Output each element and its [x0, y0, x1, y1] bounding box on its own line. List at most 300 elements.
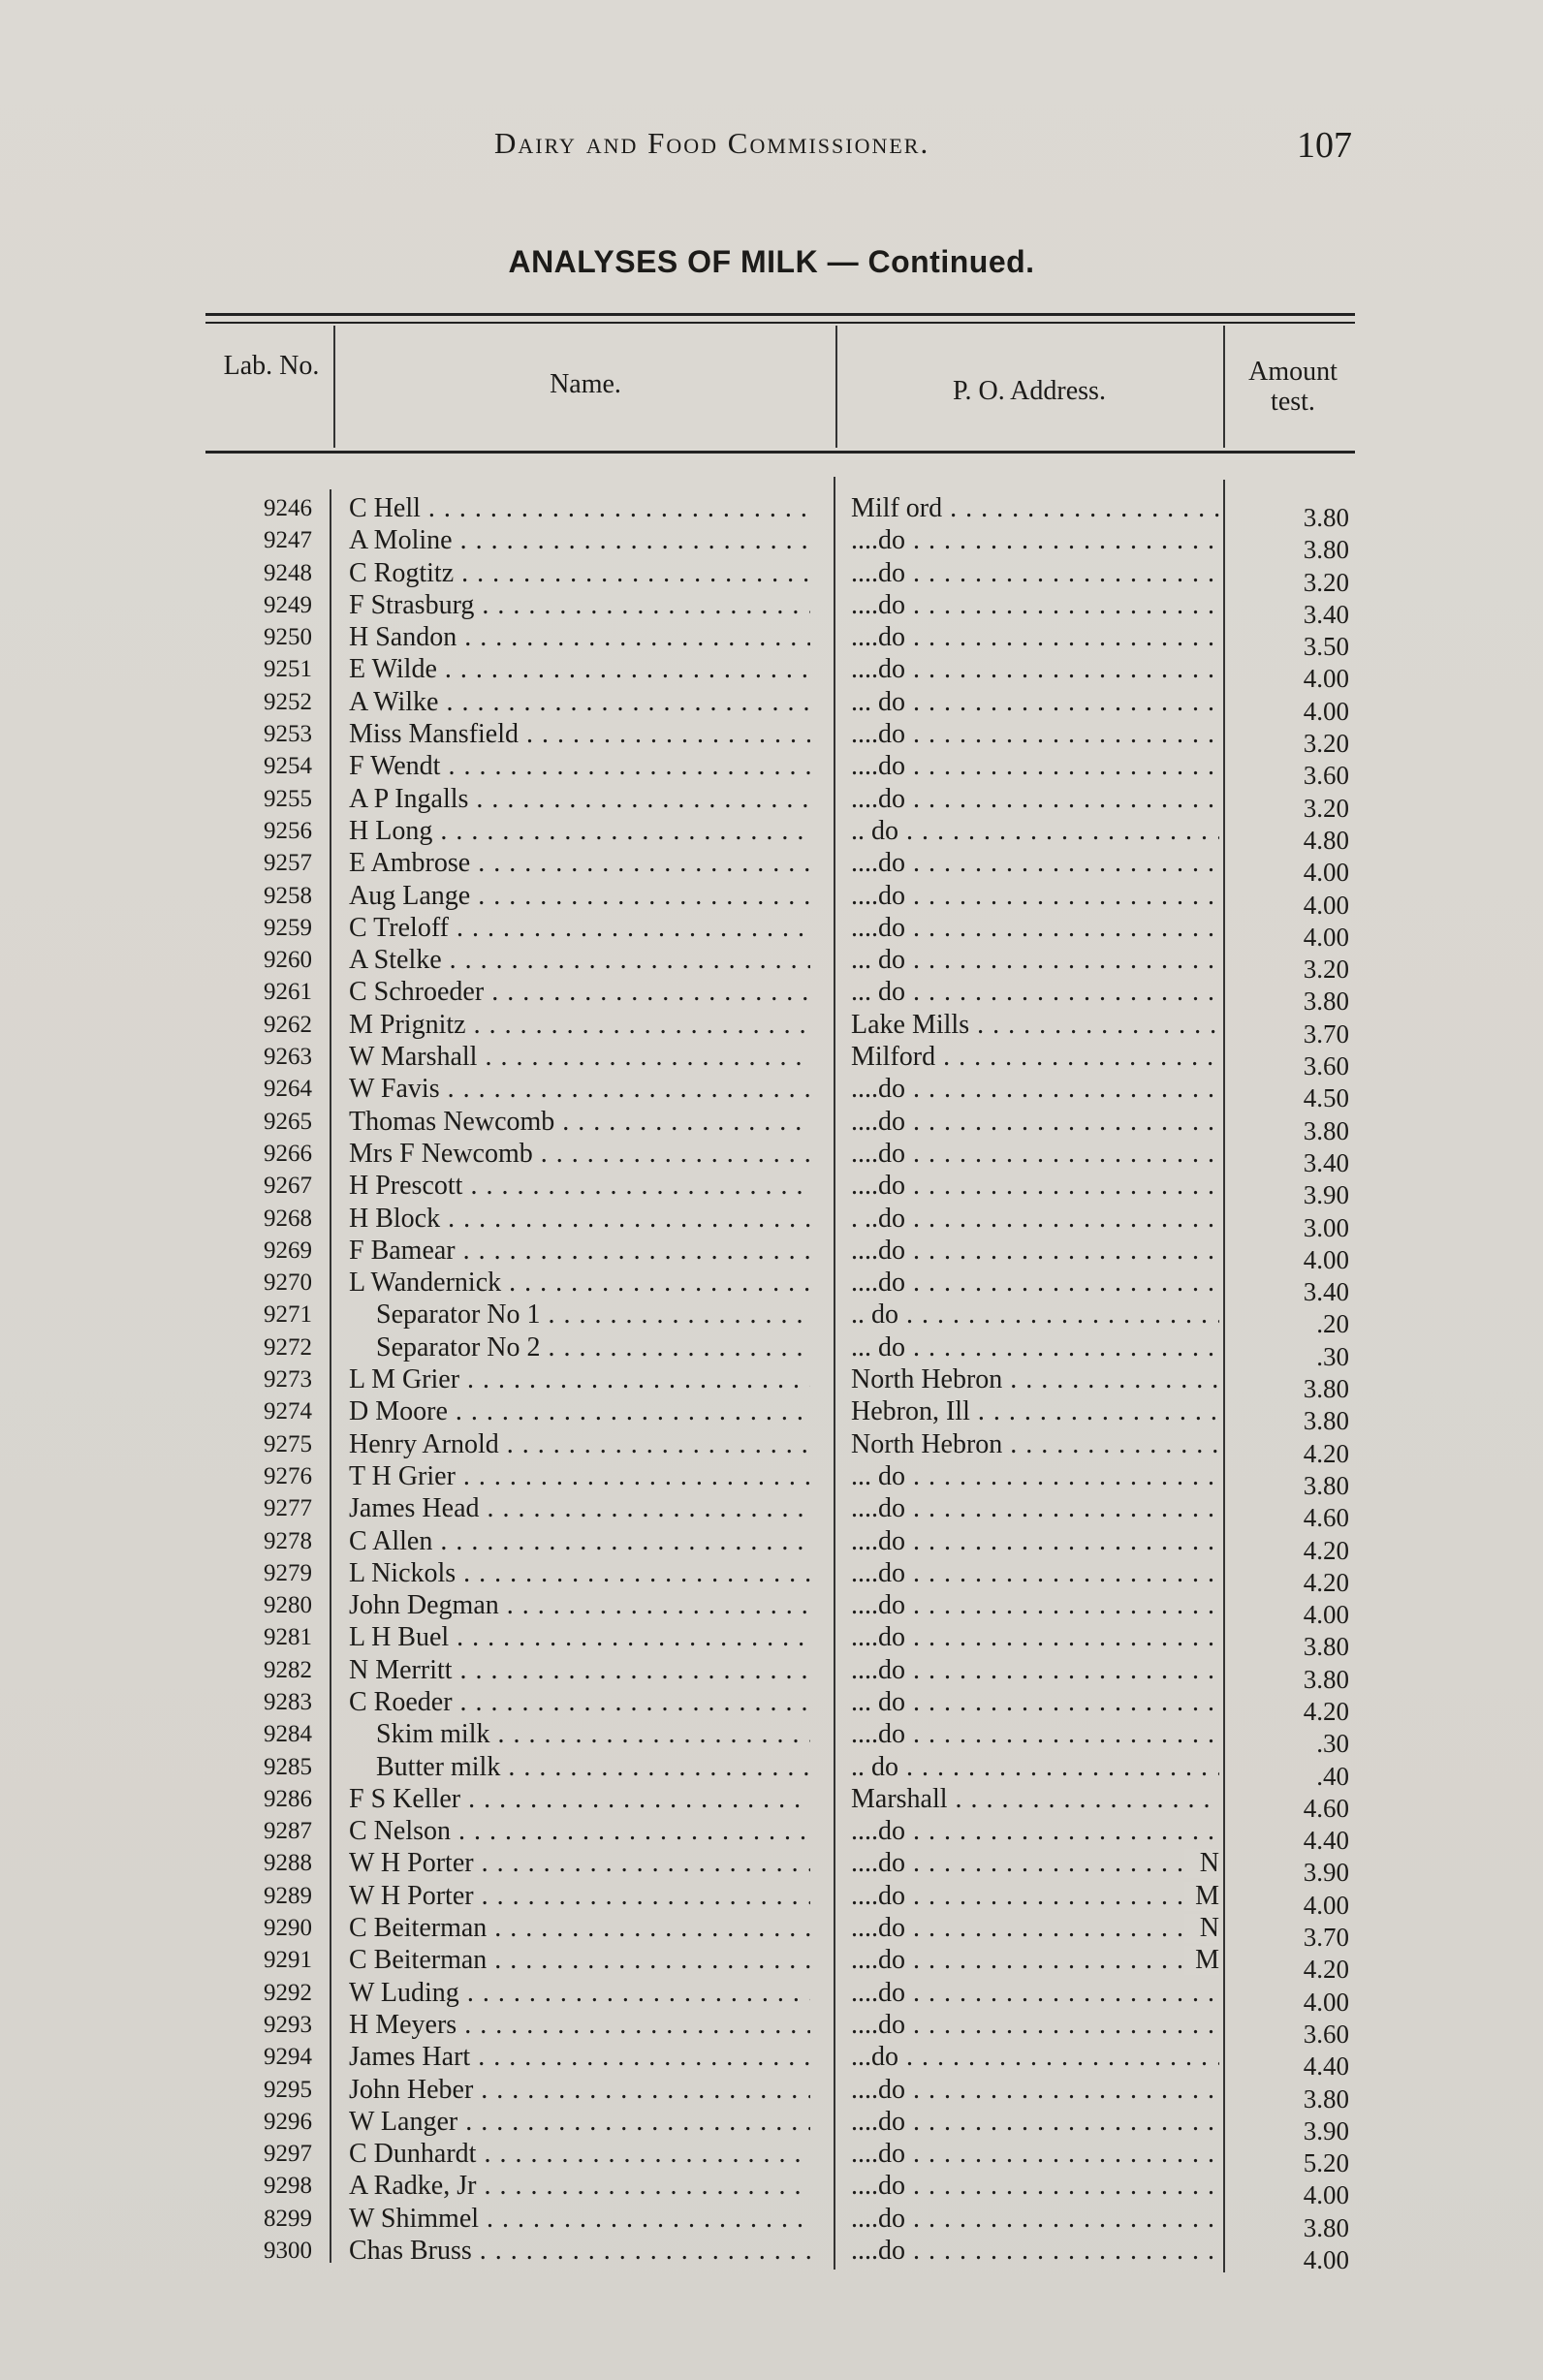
amount-test: 3.80: [1303, 535, 1349, 565]
amount-test: 3.20: [1303, 955, 1349, 985]
post-office-address: [851, 1043, 1219, 1072]
post-office-address-text: Lake Mills: [851, 1010, 970, 1040]
table-row: [0, 1429, 1543, 1468]
post-office-address-text: .. do: [851, 1752, 898, 1782]
lab-number: 9260: [264, 947, 312, 974]
post-office-address: [851, 1817, 1219, 1846]
sample-name: [349, 1075, 810, 1104]
sample-name: [349, 526, 810, 555]
post-office-address-text: ....do: [851, 1139, 905, 1169]
lab-number: 9298: [264, 2173, 312, 2200]
lab-number: 9300: [264, 2238, 312, 2265]
sample-name-text: Aug Lange: [349, 881, 471, 911]
sample-name-text: C Rogtitz: [349, 558, 455, 588]
sample-name-text: T H Grier: [349, 1461, 456, 1491]
table-row: [0, 687, 1543, 726]
post-office-address: [851, 785, 1219, 814]
lab-number: 9252: [264, 688, 312, 715]
post-office-address: [851, 2043, 1219, 2072]
amount-test: 3.90: [1303, 1858, 1349, 1888]
sample-name: [349, 882, 810, 911]
sample-name: [349, 559, 810, 588]
sample-name: [349, 1397, 810, 1426]
table-row: [0, 720, 1543, 759]
sample-name: [349, 946, 810, 975]
post-office-address: [851, 1720, 1219, 1749]
post-office-address-text: ....do: [851, 526, 905, 556]
sample-name: [349, 817, 810, 846]
post-office-address: [851, 720, 1219, 749]
sample-name: [349, 1656, 810, 1685]
post-office-address-text: ....do: [851, 1978, 905, 2008]
sample-name-text: C Dunhardt: [349, 2140, 477, 2170]
post-office-address-text: North Hebron: [851, 1429, 1003, 1459]
lab-number: 9282: [264, 1656, 312, 1683]
post-office-address: [851, 2172, 1219, 2201]
lab-number: 9266: [264, 1140, 312, 1167]
table-row: [0, 558, 1543, 597]
sample-name-text: C Treloff: [349, 913, 449, 943]
amount-test: 4.60: [1303, 1503, 1349, 1533]
post-office-address: [851, 1623, 1219, 1652]
post-office-address: [851, 1979, 1219, 2008]
post-office-address: [851, 1753, 1219, 1782]
table-title: ANALYSES OF MILK — Continued.: [508, 244, 1035, 279]
amount-test: 4.00: [1303, 2180, 1349, 2210]
sample-name: [349, 1462, 810, 1491]
amount-test: 4.00: [1303, 1244, 1349, 1274]
lab-number: 9285: [264, 1753, 312, 1780]
post-office-address: [851, 591, 1219, 620]
table-row: [0, 1817, 1543, 1856]
post-office-address: [851, 1397, 1219, 1426]
sample-name: [349, 1365, 810, 1394]
amount-test: 4.00: [1303, 922, 1349, 952]
post-office-address-text: ....do: [851, 720, 905, 750]
amount-test: 3.80: [1303, 1632, 1349, 1662]
post-office-address-text: ... do: [851, 946, 905, 976]
post-office-address: [851, 1688, 1219, 1717]
table-row: [0, 2075, 1543, 2114]
post-office-address-text: ... do: [851, 978, 905, 1008]
table-row: [0, 623, 1543, 662]
sample-name-text: E Wilde: [349, 655, 437, 685]
sample-name: [349, 2043, 810, 2072]
lab-number: 9296: [264, 2108, 312, 2135]
sample-name-text: W H Porter: [349, 1881, 474, 1911]
amount-test: 3.60: [1303, 1051, 1349, 1081]
post-office-address-text: ... do: [851, 1332, 905, 1362]
table-row: [0, 1107, 1543, 1145]
amount-test: 3.80: [1303, 2083, 1349, 2114]
table-row: [0, 2140, 1543, 2178]
post-office-address: [851, 1591, 1219, 1620]
sample-name: [349, 591, 810, 620]
sample-name: [349, 752, 810, 781]
lab-number: 9279: [264, 1559, 312, 1586]
post-office-address: [851, 849, 1219, 878]
sample-name: [349, 1011, 810, 1040]
sample-name: [349, 1237, 810, 1266]
lab-number: 9273: [264, 1366, 312, 1394]
column-header-address: P. O. Address.: [953, 376, 1106, 406]
column-header-amount: Amount test.: [1248, 357, 1338, 417]
amount-test: 3.80: [1303, 1406, 1349, 1436]
amount-test: .30: [1316, 1341, 1349, 1371]
lab-number: 9257: [264, 850, 312, 877]
post-office-address: [851, 1011, 1219, 1040]
post-office-address: [851, 688, 1219, 717]
table-row: [0, 1720, 1543, 1759]
table-row: [0, 849, 1543, 888]
table-row: [0, 1655, 1543, 1694]
table-row: [0, 1784, 1543, 1823]
amount-test: 3.90: [1303, 2115, 1349, 2145]
table-row: [0, 978, 1543, 1017]
header-divider: [835, 326, 837, 448]
amount-test: 4.00: [1303, 664, 1349, 694]
sample-name: [349, 2172, 810, 2201]
sample-name: [349, 1205, 810, 1234]
lab-number: 9272: [264, 1333, 312, 1361]
lab-number: 9267: [264, 1173, 312, 1200]
amount-test: 4.00: [1303, 696, 1349, 726]
post-office-address: [851, 1140, 1219, 1169]
sample-name-text: C Beiterman: [349, 1914, 488, 1944]
table-row: [0, 1043, 1543, 1081]
sample-name-text: James Head: [349, 1494, 480, 1524]
table-row: [0, 913, 1543, 952]
sample-name: [349, 1849, 810, 1878]
sample-name-text: A Stelke: [349, 946, 442, 976]
amount-test: 4.60: [1303, 1793, 1349, 1823]
sample-name-text: Skim milk: [376, 1720, 490, 1750]
post-office-address-text: ....do: [851, 558, 905, 588]
sample-name: [349, 1882, 810, 1911]
amount-test: .40: [1316, 1761, 1349, 1791]
post-office-address-text: ....do: [851, 1494, 905, 1524]
post-office-address-text: ....do: [851, 1881, 905, 1911]
sample-name: [349, 2108, 810, 2137]
amount-test: 3.80: [1303, 1470, 1349, 1500]
post-office-address: [851, 494, 1219, 523]
amount-test: 3.80: [1303, 1664, 1349, 1694]
table-row: [0, 2237, 1543, 2275]
table-row: [0, 590, 1543, 629]
post-office-address-text: ....do: [851, 752, 905, 782]
table-row: [0, 2010, 1543, 2049]
sample-name-text: Henry Arnold: [349, 1429, 499, 1459]
post-office-address: [851, 1656, 1219, 1685]
header-divider: [1223, 326, 1225, 448]
amount-test: 3.80: [1303, 1374, 1349, 1404]
sample-name: [349, 1268, 810, 1298]
table-row: [0, 1365, 1543, 1404]
table-row: [0, 1268, 1543, 1307]
post-office-address-text: ....do: [851, 913, 905, 943]
post-office-address: [851, 1172, 1219, 1201]
amount-test: 4.20: [1303, 1438, 1349, 1468]
table-row: [0, 1397, 1543, 1436]
amount-test: 3.20: [1303, 793, 1349, 823]
sample-name-text: John Heber: [349, 2075, 474, 2105]
amount-test: 4.20: [1303, 1696, 1349, 1726]
amount-test: 3.80: [1303, 1115, 1349, 1145]
sample-name-text: H Sandon: [349, 623, 457, 653]
table-row: [0, 2172, 1543, 2210]
sample-name-text: H Long: [349, 816, 433, 846]
post-office-address-text: ....do: [851, 1946, 905, 1976]
lab-number: 9251: [264, 656, 312, 683]
column-header-name: Name.: [550, 369, 621, 399]
post-office-address: [851, 2011, 1219, 2040]
amount-test: 3.80: [1303, 2212, 1349, 2242]
lab-number: 9276: [264, 1462, 312, 1489]
post-office-address: [851, 1849, 1219, 1878]
sample-name: [349, 1140, 810, 1169]
post-office-address-text: ... do: [851, 687, 905, 717]
lab-number: 9261: [264, 979, 312, 1006]
sample-name-text: A Radke, Jr: [349, 2172, 477, 2202]
post-office-address: [851, 2237, 1219, 2266]
lab-number: 9292: [264, 1979, 312, 2006]
table-row: [0, 816, 1543, 855]
table-row: [0, 752, 1543, 791]
post-office-address: [851, 2205, 1219, 2234]
amount-test: 4.00: [1303, 858, 1349, 888]
amount-test: 3.60: [1303, 761, 1349, 791]
amount-test: 3.70: [1303, 1923, 1349, 1953]
sample-name-text: H Meyers: [349, 2010, 457, 2040]
sample-name: [349, 1817, 810, 1846]
sample-name: [349, 494, 810, 523]
sample-name: [349, 2140, 810, 2169]
sample-name-text: A P Ingalls: [349, 784, 469, 814]
amount-test: 4.20: [1303, 1955, 1349, 1985]
table-row: [0, 1139, 1543, 1177]
post-office-address: [851, 946, 1219, 975]
post-office-address: [851, 1946, 1219, 1975]
lab-number: 9290: [264, 1915, 312, 1942]
table-header-bottom-rule: [205, 451, 1355, 454]
sample-name-text: Chas Bruss: [349, 2237, 472, 2267]
lab-number: 9253: [264, 721, 312, 748]
post-office-address-text: ....do: [851, 2172, 905, 2202]
sample-name-text: C Nelson: [349, 1817, 451, 1847]
post-office-address-text: . ..do: [851, 1204, 905, 1234]
sample-name-text: F S Keller: [349, 1784, 461, 1814]
amount-test: 4.50: [1303, 1083, 1349, 1113]
lab-number: 9271: [264, 1301, 312, 1329]
post-office-address: [851, 1237, 1219, 1266]
amount-test: 4.20: [1303, 1567, 1349, 1597]
sample-name-text: Butter milk: [376, 1752, 501, 1782]
sample-name: [349, 1979, 810, 2008]
amount-test: 4.20: [1303, 1535, 1349, 1565]
post-office-address-text: ....do: [851, 1107, 905, 1137]
table-row: [0, 1914, 1543, 1953]
lab-number: 9247: [264, 527, 312, 554]
sample-name-text: Thomas Newcomb: [349, 1107, 555, 1137]
post-office-address-text: ....do: [851, 590, 905, 620]
sample-name-text: Separator No 2: [376, 1332, 541, 1362]
table-row: [0, 1526, 1543, 1565]
lab-number: 9275: [264, 1430, 312, 1457]
table-row: [0, 1946, 1543, 1985]
post-office-address-text: .. do: [851, 816, 898, 846]
lab-number: 9293: [264, 2011, 312, 2038]
table-row: [0, 526, 1543, 565]
post-office-address-text: ....do: [851, 655, 905, 685]
sample-name: [349, 1688, 810, 1717]
post-office-address: [851, 655, 1219, 684]
table-row: [0, 2204, 1543, 2242]
post-office-address: [851, 1559, 1219, 1588]
lab-number: 9246: [264, 495, 312, 521]
sample-name-text: W Marshall: [349, 1043, 478, 1073]
lab-number: 9286: [264, 1785, 312, 1812]
sample-name-text: Miss Mansfield: [349, 720, 519, 750]
amount-test: 3.00: [1303, 1212, 1349, 1242]
amount-test: .30: [1316, 1729, 1349, 1759]
table-row: [0, 1623, 1543, 1662]
column-header-lab-no: Lab. No.: [223, 351, 320, 381]
post-office-address: [851, 2108, 1219, 2137]
sample-name-text: M Prignitz: [349, 1010, 466, 1040]
post-office-address: [851, 1494, 1219, 1523]
lab-number: 9283: [264, 1688, 312, 1715]
lab-number: 9287: [264, 1818, 312, 1845]
lab-number: 9254: [264, 753, 312, 780]
amount-test: 3.70: [1303, 1018, 1349, 1049]
sample-name: [376, 1753, 810, 1782]
post-office-address-text: ....do: [851, 1591, 905, 1621]
sample-name: [376, 1300, 810, 1330]
lab-number: 9258: [264, 882, 312, 909]
post-office-address-text: ....do: [851, 2075, 905, 2105]
post-office-address: [851, 1108, 1219, 1137]
post-office-address-text: ....do: [851, 1526, 905, 1556]
sample-name: [349, 688, 810, 717]
amount-test: 4.00: [1303, 890, 1349, 920]
sample-name: [349, 1623, 810, 1652]
post-office-address-text: ....do: [851, 623, 905, 653]
sample-name-text: C Beiterman: [349, 1946, 488, 1976]
post-office-address: [851, 1430, 1219, 1459]
post-office-address-text: ....do: [851, 2010, 905, 2040]
sample-name-text: N Merritt: [349, 1655, 453, 1685]
post-office-address: [851, 1914, 1219, 1943]
sample-name: [349, 914, 810, 943]
table-row: [0, 1010, 1543, 1049]
post-office-address: [851, 623, 1219, 652]
sample-name: [349, 1494, 810, 1523]
sample-name: [349, 1430, 810, 1459]
sample-name-text: E Ambrose: [349, 849, 471, 879]
lab-number: 9255: [264, 785, 312, 812]
sample-mark: N: [1184, 1914, 1219, 1943]
post-office-address: [851, 882, 1219, 911]
sample-name: [349, 1914, 810, 1943]
sample-name-text: W Langer: [349, 2107, 458, 2137]
table-row: [0, 1172, 1543, 1210]
post-office-address: [851, 914, 1219, 943]
table-row: [0, 655, 1543, 694]
lab-number: 9268: [264, 1205, 312, 1232]
post-office-address: [851, 1075, 1219, 1104]
table-row: [0, 1236, 1543, 1274]
amount-test: 3.40: [1303, 1277, 1349, 1307]
sample-name-text: F Strasburg: [349, 590, 475, 620]
post-office-address-text: ....do: [851, 784, 905, 814]
table-row: [0, 2107, 1543, 2145]
lab-number: 9249: [264, 591, 312, 618]
sample-name-text: C Hell: [349, 494, 421, 523]
sample-name-text: John Degman: [349, 1591, 499, 1621]
post-office-address-text: ....do: [851, 2237, 905, 2267]
post-office-address-text: .. do: [851, 1300, 898, 1331]
sample-name: [349, 2237, 810, 2266]
sample-name: [349, 623, 810, 652]
amount-test: 4.40: [1303, 2051, 1349, 2082]
table-row: [0, 2043, 1543, 2082]
lab-number: 9248: [264, 559, 312, 586]
amount-test: 3.80: [1303, 986, 1349, 1017]
lab-number: 9277: [264, 1495, 312, 1522]
table-row: [0, 946, 1543, 985]
post-office-address: [851, 1300, 1219, 1330]
post-office-address-text: ....do: [851, 881, 905, 911]
sample-name: [349, 1172, 810, 1201]
lab-number: 9297: [264, 2141, 312, 2168]
amount-test: 4.00: [1303, 1600, 1349, 1630]
sample-name: [349, 1108, 810, 1137]
sample-name-text: W Favis: [349, 1075, 440, 1105]
lab-number: 9262: [264, 1011, 312, 1038]
post-office-address: [851, 1882, 1219, 1911]
lab-number: 9291: [264, 1947, 312, 1974]
sample-name: [349, 1591, 810, 1620]
post-office-address: [851, 1365, 1219, 1394]
sample-name-text: A Wilke: [349, 687, 439, 717]
lab-number: 9278: [264, 1527, 312, 1554]
post-office-address-text: ....do: [851, 1914, 905, 1944]
sample-name-text: D Moore: [349, 1397, 448, 1427]
sample-name: [376, 1333, 810, 1362]
lab-number: 9280: [264, 1592, 312, 1619]
table-row: [0, 1558, 1543, 1597]
post-office-address-text: Milford: [851, 1043, 936, 1073]
lab-number: 9263: [264, 1044, 312, 1071]
post-office-address-text: ....do: [851, 2107, 905, 2137]
lab-number: 9264: [264, 1076, 312, 1103]
lab-number: 9288: [264, 1850, 312, 1877]
page-number: 107: [1297, 125, 1352, 166]
sample-name: [349, 2205, 810, 2234]
post-office-address: [851, 1785, 1219, 1814]
amount-test: 3.90: [1303, 1180, 1349, 1210]
sample-name-text: W H Porter: [349, 1849, 474, 1879]
sample-name-text: C Roeder: [349, 1687, 453, 1717]
table-top-rule-inner: [205, 322, 1355, 324]
lab-number: 9269: [264, 1237, 312, 1264]
post-office-address-text: North Hebron: [851, 1365, 1003, 1395]
sample-name: [349, 2076, 810, 2105]
sample-name-text: L M Grier: [349, 1365, 460, 1395]
post-office-address: [851, 2140, 1219, 2169]
post-office-address-text: Hebron, Ill: [851, 1397, 970, 1427]
sample-name-text: A Moline: [349, 526, 453, 556]
